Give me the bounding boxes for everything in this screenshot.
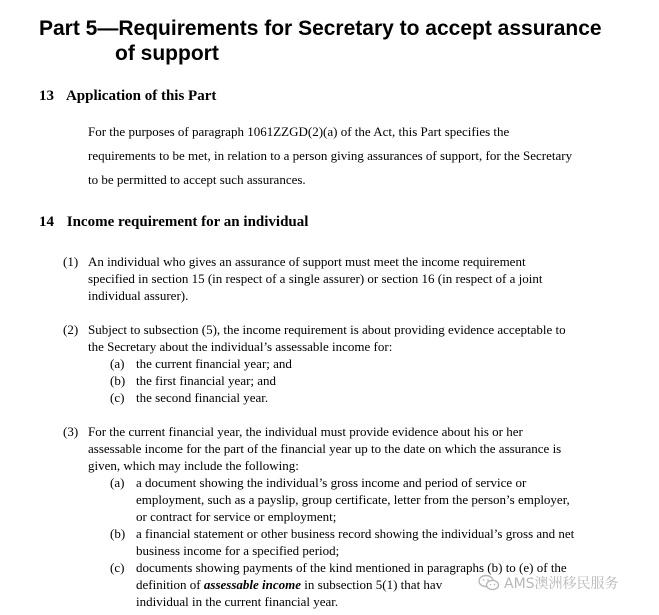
- subsection-line: An individual who gives an assurance of support must meet the income requirement: [88, 254, 526, 269]
- part-heading-line2: of support: [115, 42, 219, 65]
- subsection-line: For the current financial year, the individual must provide evidence about his or her: [88, 424, 523, 439]
- paragraph-text: the first financial year; and: [136, 373, 277, 388]
- part-heading: [39, 16, 639, 66]
- subsection-number: (3): [63, 424, 79, 439]
- paragraph-number: (b): [110, 373, 126, 388]
- paragraph-line: individual in the current financial year.: [136, 594, 339, 609]
- subsection-line: Subject to subsection (5), the income requirement is about providing evidence acceptable to: [88, 322, 566, 337]
- paragraph-text: definition of: [136, 577, 204, 592]
- paragraph-b: [110, 525, 643, 559]
- paragraph-text: the current financial year; and: [136, 356, 292, 371]
- paragraph-text: in subsection 5(1) that hav: [301, 577, 443, 592]
- paragraph-number: (c): [110, 390, 125, 405]
- wechat-icon: [478, 574, 500, 592]
- paragraph-number: (a): [110, 356, 125, 371]
- subsection-line: assessable income for the part of the financial year up to the date on which the assurance is: [88, 441, 562, 456]
- paragraph-number: (a): [110, 475, 125, 490]
- defined-term: assessable income: [203, 577, 302, 592]
- section-14-title: Income requirement for an individual: [66, 214, 309, 230]
- paragraph-text: the second financial year.: [136, 390, 269, 405]
- subsection-2: [63, 321, 643, 406]
- section-13-line: requirements to be met, in relation to a person giving assurances of support, for the Secretary: [88, 148, 573, 163]
- paragraph-line: employment, such as a payslip, group certificate, letter from the person’s employer,: [136, 492, 570, 507]
- section-13-line: to be permitted to accept such assurances.: [88, 172, 306, 187]
- subsection-1: [63, 253, 643, 304]
- paragraph-line: a document showing the individual’s gross income and period of service or: [136, 475, 527, 490]
- paragraph-line: or contract for service or employment;: [136, 509, 337, 524]
- paragraph-a: [110, 355, 643, 372]
- paragraph-line: business income for a specified period;: [136, 543, 340, 558]
- part-heading-line1: Part 5—Requirements for Secretary to accept assurance: [39, 17, 602, 40]
- subsection-line: specified in section 15 (in respect of a single assurer) or section 16 (in respect of a joint: [88, 271, 543, 286]
- subsection-line: individual assurer).: [88, 288, 189, 303]
- watermark: [478, 573, 619, 593]
- watermark-text: AMS澳洲移民服务: [504, 576, 619, 592]
- paragraph-number: (b): [110, 526, 126, 541]
- subsection-line: the Secretary about the individual’s assessable income for:: [88, 339, 393, 354]
- section-14-number: 14: [39, 214, 54, 230]
- paragraph-line: a financial statement or other business record showing the individual’s gross and net: [136, 526, 575, 541]
- section-13-body: [88, 120, 572, 192]
- subsection-line: given, which may include the following:: [88, 458, 299, 473]
- paragraph-line: documents showing payments of the kind mentioned in paragraphs (b) to (e) of the: [136, 560, 567, 575]
- section-13-heading: [39, 88, 216, 105]
- section-13-line: For the purposes of paragraph 1061ZZGD(2)(a) of the Act, this Part specifies the: [88, 124, 510, 139]
- subsection-number: (2): [63, 322, 79, 337]
- subsection-number: (1): [63, 254, 79, 269]
- paragraph-a: [110, 474, 643, 525]
- paragraph-b: [110, 372, 643, 389]
- section-13-title: Application of this Part: [65, 88, 217, 104]
- section-14-heading: [39, 214, 308, 231]
- paragraph-number: (c): [110, 560, 125, 575]
- paragraph-c: [110, 389, 643, 406]
- section-13-number: 13: [39, 88, 54, 104]
